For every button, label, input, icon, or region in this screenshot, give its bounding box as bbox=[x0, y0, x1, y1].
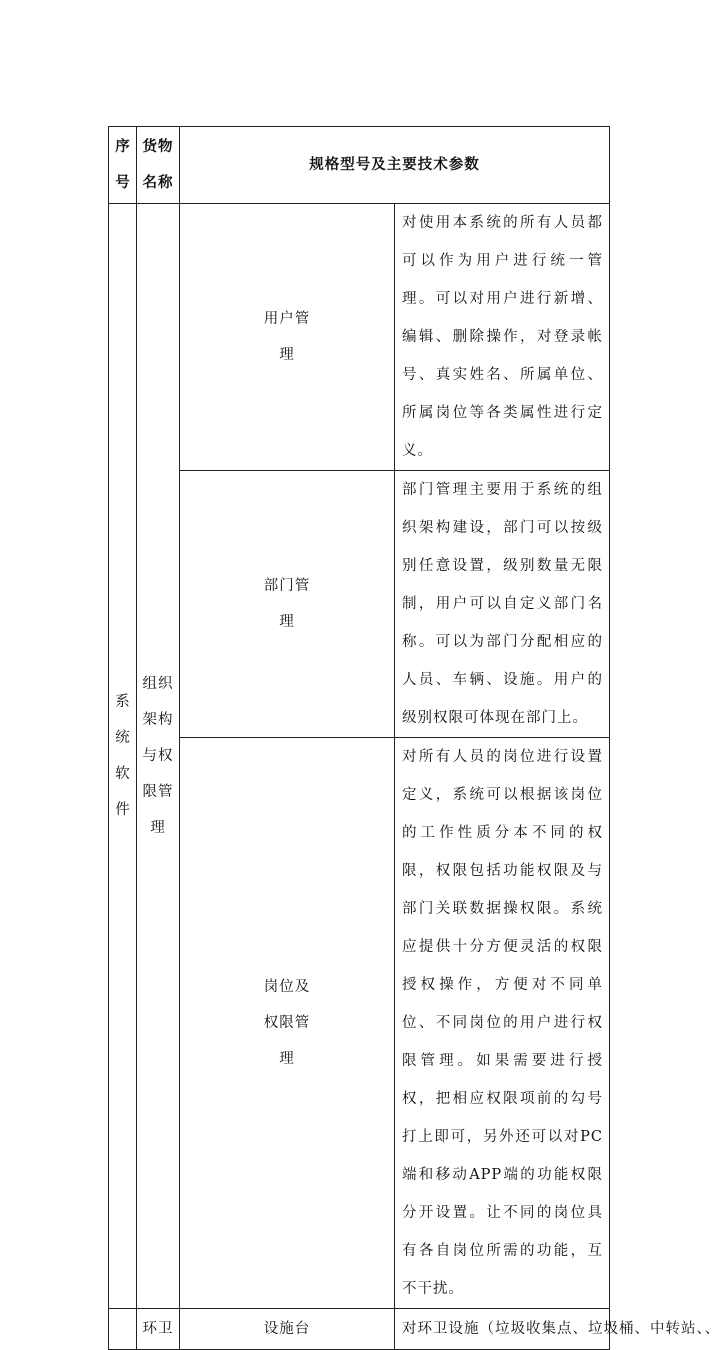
group-label-line: 限管 bbox=[142, 784, 174, 800]
seq-cell-empty bbox=[109, 1309, 137, 1350]
header-spec-title: 规格型号及主要技术参数 bbox=[180, 127, 610, 204]
module-label-line: 理 bbox=[279, 614, 295, 630]
group-cell bbox=[137, 1309, 180, 1350]
header-goods-name-2: 名称 bbox=[142, 174, 174, 191]
header-seq-2: 号 bbox=[115, 174, 131, 191]
header-goods-name-1: 货物 bbox=[142, 138, 174, 155]
module-description: 部门管理主要用于系统的组织架构建设，部门可以按级别任意设置，级别数量无限制，用户可以自定义部门名称。可以为部门分配相应的人员、车辆、设施。用户的级别权限可体现在部门上。 bbox=[402, 482, 603, 726]
seq-char: 件 bbox=[115, 802, 131, 818]
group-label-line: 理 bbox=[150, 820, 166, 836]
header-seq bbox=[109, 127, 137, 204]
seq-char: 系 bbox=[115, 694, 131, 710]
module-description: 对环卫设施（垃圾收集点、垃圾桶、中转站、、 bbox=[402, 1321, 721, 1337]
desc-cell bbox=[395, 471, 610, 738]
desc-cell bbox=[395, 738, 610, 1309]
group-label-line: 组织 bbox=[142, 676, 174, 692]
module-cell bbox=[180, 738, 395, 1309]
module-label-line: 设施台 bbox=[263, 1321, 311, 1337]
table-row bbox=[109, 1309, 610, 1350]
table-row bbox=[109, 204, 610, 471]
seq-char: 软 bbox=[115, 766, 131, 782]
module-description: 对使用本系统的所有人员都可以作为用户进行统一管理。可以对用户进行新增、编辑、删除操作，对登录帐号、真实姓名、所属单位、所属岗位等各类属性进行定义。 bbox=[402, 215, 603, 459]
module-label-line: 理 bbox=[279, 347, 295, 363]
module-label-line: 部门管 bbox=[263, 578, 311, 594]
spec-table bbox=[108, 126, 721, 1350]
module-label-line: 用户管 bbox=[263, 311, 311, 327]
desc-cell bbox=[395, 204, 610, 471]
module-cell bbox=[180, 1309, 395, 1350]
group-label-line: 环卫 bbox=[142, 1321, 174, 1337]
module-label-line: 理 bbox=[279, 1051, 295, 1067]
module-label-line: 岗位及 bbox=[263, 979, 311, 995]
desc-cell bbox=[395, 1309, 721, 1350]
module-label-line: 权限管 bbox=[263, 1015, 311, 1031]
header-seq-1: 序 bbox=[115, 138, 131, 155]
group-label-line: 与权 bbox=[142, 748, 174, 764]
table-row bbox=[109, 471, 610, 738]
module-cell bbox=[180, 471, 395, 738]
seq-char: 统 bbox=[115, 730, 131, 746]
header-goods-name bbox=[137, 127, 180, 204]
module-description: 对所有人员的岗位进行设置定义，系统可以根据该岗位的工作性质分本不同的权限，权限包括功能权限及与部门关联数据操权限。系统应提供十分方便灵活的权限授权操作，方便对不同单位、不同岗位的用户进行权限管理。如果需要进行授权，把相应权限项前的勾号打上即可，另外还可以对PC端和移动APP端的功能权限分开设置。让不同的岗位具有各自岗位所需的功能，互不干扰。 bbox=[402, 749, 603, 1297]
seq-cell bbox=[109, 204, 137, 1309]
group-cell bbox=[137, 204, 180, 1309]
table-row bbox=[109, 738, 610, 1309]
table-header-row bbox=[109, 127, 610, 204]
module-cell bbox=[180, 204, 395, 471]
group-label-line: 架构 bbox=[142, 712, 174, 728]
